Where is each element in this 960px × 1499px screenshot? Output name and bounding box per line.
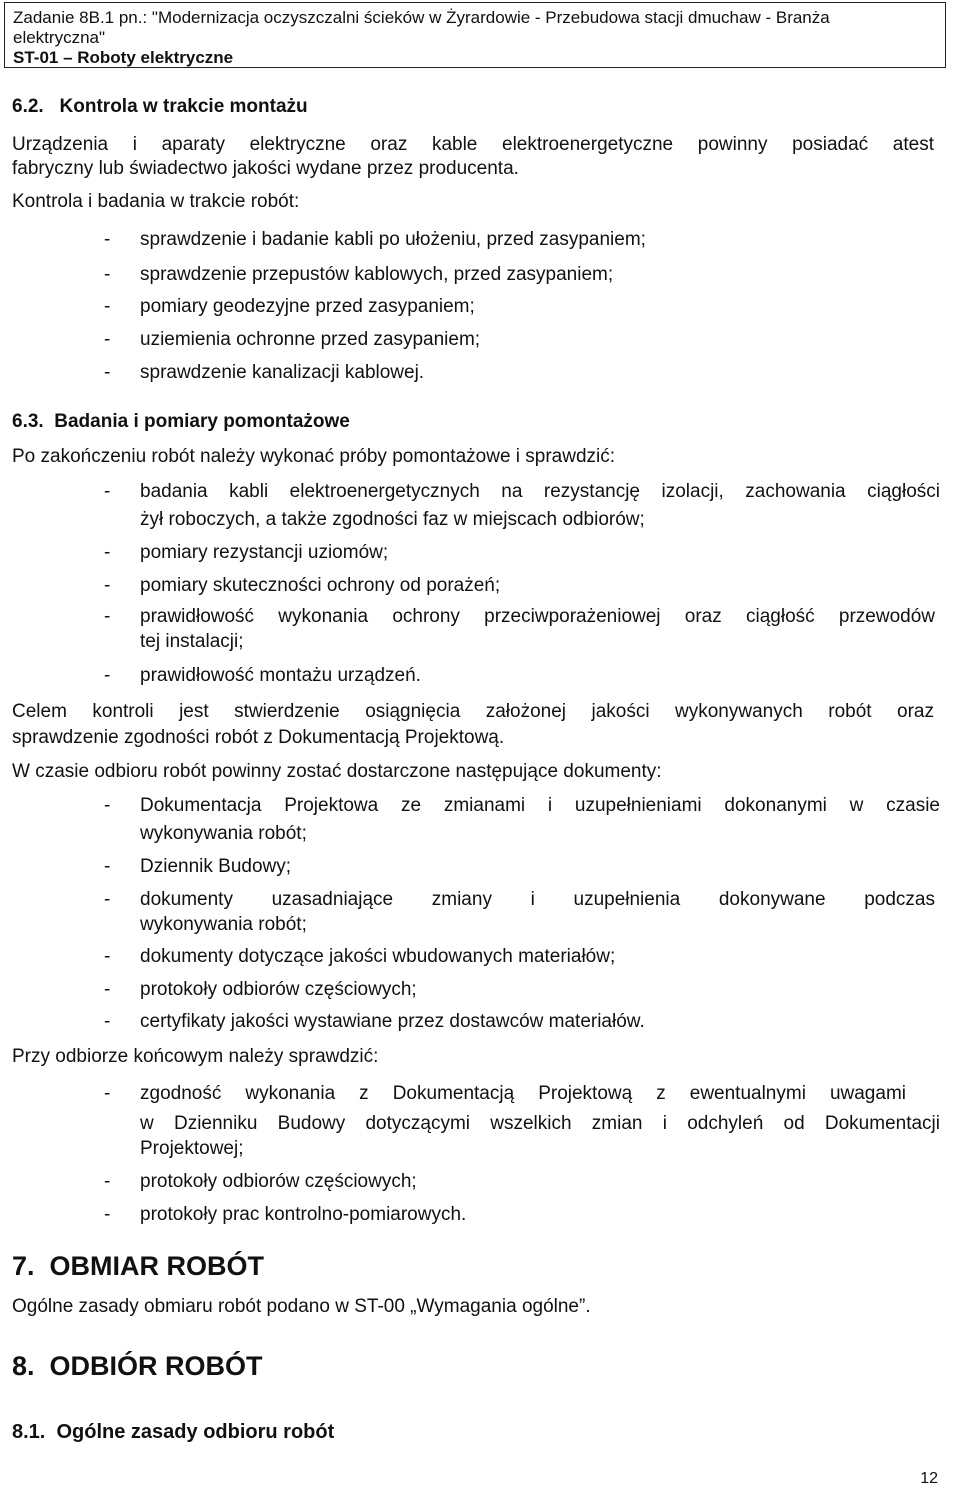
list-dash: - [104, 362, 111, 383]
list-item: badania kabli elektroenergetycznych na rezystancję izolacji, zachowania ciągłości [140, 481, 940, 502]
list-dash: - [104, 542, 111, 563]
list-item: pomiary geodezyjne przed zasypaniem; [140, 296, 475, 317]
section-title: OBMIAR ROBÓT [49, 1251, 265, 1281]
section-7-heading [12, 1250, 264, 1282]
list-item: zgodność wykonania z Dokumentacją Projektową z ewentualnymi uwagami [140, 1083, 906, 1104]
header-line-2: elektryczna" [13, 28, 106, 47]
document-header [4, 2, 946, 68]
list-dash: - [104, 889, 111, 910]
section-title: Kontrola w trakcie montażu [59, 96, 308, 117]
section-title: ODBIÓR ROBÓT [49, 1351, 263, 1381]
section-number: 6.2. [12, 96, 44, 117]
list-item: prawidłowość montażu urządzeń. [140, 665, 421, 686]
list-dash: - [104, 665, 111, 686]
list-dash: - [104, 575, 111, 596]
section-number: 8.1. [12, 1421, 46, 1443]
list-item-continuation: w Dzienniku Budowy dotyczącymi wszelkich zmian i odchyleń od Dokumentacji [140, 1113, 940, 1134]
paragraph-line: fabryczny lub świadectwo jakości wydane przez producenta. [12, 158, 519, 179]
paragraph: W czasie odbioru robót powinny zostać dostarczone następujące dokumenty: [12, 761, 662, 782]
list-dash: - [104, 1083, 111, 1104]
paragraph: Kontrola i badania w trakcie robót: [12, 191, 300, 212]
list-item: dokumenty dotyczące jakości wbudowanych materiałów; [140, 946, 616, 967]
list-dash: - [104, 946, 111, 967]
list-dash: - [104, 481, 111, 502]
section-6-3-heading [12, 410, 350, 434]
list-item: sprawdzenie kanalizacji kablowej. [140, 362, 425, 383]
paragraph: Po zakończeniu robót należy wykonać próby pomontażowe i sprawdzić: [12, 446, 616, 467]
list-item: dokumenty uzasadniające zmiany i uzupełnienia dokonywane podczas [140, 889, 935, 910]
paragraph: Przy odbiorze końcowym należy sprawdzić: [12, 1046, 379, 1067]
list-item: prawidłowość wykonania ochrony przeciwporażeniowej oraz ciągłość przewodów [140, 606, 935, 627]
list-dash: - [104, 1171, 111, 1192]
list-item: sprawdzenie przepustów kablowych, przed zasypaniem; [140, 264, 614, 285]
paragraph-line: Celem kontroli jest stwierdzenie osiągnięcia założonej jakości wykonywanych robót oraz [12, 701, 934, 722]
section-title: Badania i pomiary pomontażowe [54, 411, 350, 432]
list-item: sprawdzenie i badanie kabli po ułożeniu, przed zasypaniem; [140, 229, 646, 250]
list-item: pomiary skuteczności ochrony od porażeń; [140, 575, 501, 596]
list-item: protokoły prac kontrolno-pomiarowych. [140, 1204, 467, 1225]
list-item: protokoły odbiorów częściowych; [140, 1171, 417, 1192]
paragraph: Ogólne zasady obmiaru robót podano w ST-00 „Wymagania ogólne”. [12, 1296, 591, 1317]
header-line-1: Zadanie 8B.1 pn.: "Modernizacja oczyszczalni ścieków w Żyrardowie - Przebudowa stacji dmuchaw - Branża [13, 8, 830, 27]
page-number: 12 [920, 1470, 938, 1487]
section-number: 6.3. [12, 411, 44, 432]
list-item-continuation: żył roboczych, a także zgodności faz w miejscach odbiorów; [140, 509, 645, 530]
section-title: Ogólne zasady odbioru robót [56, 1421, 335, 1443]
section-6-2-heading [12, 95, 308, 119]
list-item: certyfikaty jakości wystawiane przez dostawców materiałów. [140, 1011, 645, 1032]
list-item-continuation: wykonywania robót; [140, 823, 307, 844]
list-dash: - [104, 979, 111, 1000]
paragraph-line: sprawdzenie zgodności robót z Dokumentacją Projektową. [12, 727, 505, 748]
section-8-1-heading [12, 1420, 334, 1444]
list-dash: - [104, 795, 111, 816]
list-dash: - [104, 606, 111, 627]
list-dash: - [104, 1011, 111, 1032]
list-dash: - [104, 856, 111, 877]
list-dash: - [104, 229, 111, 250]
list-item: protokoły odbiorów częściowych; [140, 979, 417, 1000]
list-item-continuation: Projektowej; [140, 1138, 244, 1159]
list-dash: - [104, 1204, 111, 1225]
paragraph-line: Urządzenia i aparaty elektryczne oraz kable elektroenergetyczne powinny posiadać atest [12, 134, 934, 155]
list-item-continuation: wykonywania robót; [140, 914, 307, 935]
list-dash: - [104, 296, 111, 317]
section-number: 8. [12, 1351, 35, 1381]
list-item: Dokumentacja Projektowa ze zmianami i uzupełnieniami dokonanymi w czasie [140, 795, 940, 816]
list-item: uziemienia ochronne przed zasypaniem; [140, 329, 481, 350]
list-dash: - [104, 264, 111, 285]
section-8-heading [12, 1350, 263, 1382]
list-item-continuation: tej instalacji; [140, 631, 244, 652]
list-dash: - [104, 329, 111, 350]
header-line-3: ST-01 – Roboty elektryczne [13, 48, 234, 67]
list-item: pomiary rezystancji uziomów; [140, 542, 389, 563]
list-item: Dziennik Budowy; [140, 856, 292, 877]
section-number: 7. [12, 1251, 35, 1281]
